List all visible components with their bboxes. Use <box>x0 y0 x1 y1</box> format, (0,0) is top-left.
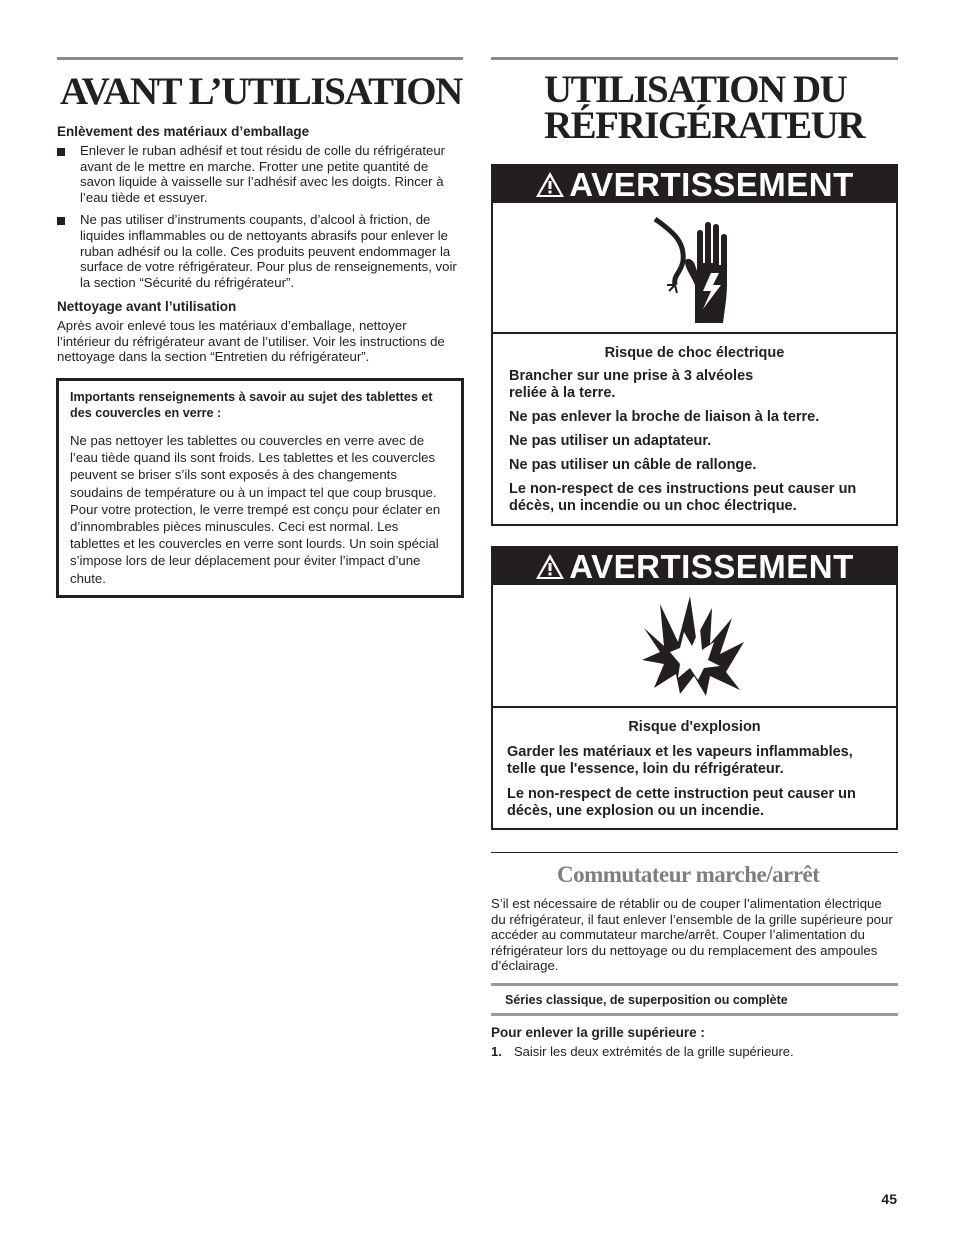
warning-header <box>493 166 896 203</box>
list-item: Enlever le ruban adhésif et tout résidu de colle du réfrigérateur avant de le mettre en marche. Frotter une petite quantité de savon liquide à vaisselle sur l’adhésif avec les doigts. Rincer à l’eau tiède et essuyer. <box>57 143 463 205</box>
warning-header-label: AVERTISSEMENT <box>569 547 854 585</box>
page-title-avant-utilisation: AVANT L’UTILISATION <box>60 70 462 113</box>
electric-shock-icon-panel <box>493 203 896 334</box>
warning-line: Ne pas utiliser un câble de rallonge. <box>509 457 757 473</box>
switch-section-rule <box>491 852 898 853</box>
warning-line: Le non-respect de ces instructions peut causer un décès, un incendie ou un choc électrique. <box>509 481 857 514</box>
section-heading-nettoyage: Nettoyage avant l’utilisation <box>57 299 237 314</box>
warning-header <box>493 548 896 585</box>
step-text: Saisir les deux extrémités de la grille supérieure. <box>514 1044 794 1059</box>
warning-line: Ne pas enlever la broche de liaison à la terre. <box>509 409 820 425</box>
title-line-2: RÉFRIGÉRATEUR <box>544 104 864 147</box>
step-number: 1. <box>491 1044 502 1059</box>
left-top-rule <box>57 57 463 60</box>
series-label-bar <box>491 983 898 1016</box>
switch-paragraph: S’il est nécessaire de rétablir ou de couper l’alimentation électrique du réfrigérateur, il faut enlever l’ensemble de la grille supérieure pour accéder au commutateur marche/arrêt. Couper l’alimentation du réfrigérateur lors du nettoyage ou du remplacement des ampoules d’éclairage. <box>491 896 893 974</box>
electric-shock-warning-box <box>491 164 898 526</box>
warning-line: Brancher sur une prise à 3 alvéoles reliée à la terre. <box>509 368 754 401</box>
right-top-rule <box>491 57 898 60</box>
warning-line: Garder les matériaux et les vapeurs inflammables, telle que l'essence, loin du réfrigérateur. <box>507 744 853 777</box>
explosion-icon-panel <box>493 585 896 708</box>
grille-heading: Pour enlever la grille supérieure : <box>491 1025 705 1040</box>
packaging-bullet-list <box>57 143 463 297</box>
warning-header-label: AVERTISSEMENT <box>569 165 854 203</box>
warning-title: Risque de choc électrique <box>604 345 785 361</box>
warning-text-block <box>493 334 896 515</box>
explosion-icon <box>640 594 750 698</box>
page-number: 45 <box>881 1191 897 1207</box>
step-list <box>491 1044 794 1059</box>
warning-triangle-icon <box>535 553 565 580</box>
cleaning-paragraph: Après avoir enlevé tous les matériaux d’emballage, nettoyer l’intérieur du réfrigérateur avant de l’utiliser. Voir les instructions de nettoyage dans la section “Entretien du réfrigérateur”. <box>57 318 445 365</box>
note-heading: Importants renseignements à savoir au sujet des tablettes et des couvercles en verre : <box>70 390 433 420</box>
title-line-1: UTILISATION DU <box>544 68 847 111</box>
explosion-warning-box <box>491 546 898 830</box>
warning-triangle-icon <box>535 171 565 198</box>
warning-text-block <box>493 708 896 820</box>
section-heading-commutateur: Commutateur marche/arrêt <box>557 862 820 887</box>
list-item: Ne pas utiliser d’instruments coupants, d’alcool à friction, de liquides inflammables ou de nettoyants abrasifs pour enlever le ruban adhésif ou la colle. Ces produits peuvent endommager la surface de votre réfrigérateur. Pour plus de renseignements, voir la section “Sécurité du réfrigérateur”. <box>57 212 463 290</box>
note-text: Ne pas nettoyer les tablettes ou couvercles en verre avec de l’eau tiède quand ils sont froids. Les tablettes et les couvercles peuvent se briser s’ils sont exposés à des changements soudains de température ou à un impact tel que coup brusque. Pour votre protection, le verre trempé est conçu pour éclater en d’innombrables pièces minuscules. Ceci est normal. Les tablettes et les couvercles en verre sont lourds. Un soin spécial s’impose lors de leur déplacement pour éviter l’impact d’une chute. <box>70 433 441 586</box>
section-heading-emballage: Enlèvement des matériaux d’emballage <box>57 124 310 139</box>
warning-line: Ne pas utiliser un adaptateur. <box>509 433 712 449</box>
warning-line: Le non-respect de cette instruction peut causer un décès, une explosion ou un incendie. <box>507 786 856 819</box>
page-title-utilisation-refrigerateur <box>544 68 864 147</box>
electric-shock-hand-icon <box>645 213 745 323</box>
glass-shelves-note-box <box>56 378 464 598</box>
warning-title: Risque d'explosion <box>628 719 761 735</box>
series-label: Séries classique, de superposition ou complète <box>505 992 788 1007</box>
